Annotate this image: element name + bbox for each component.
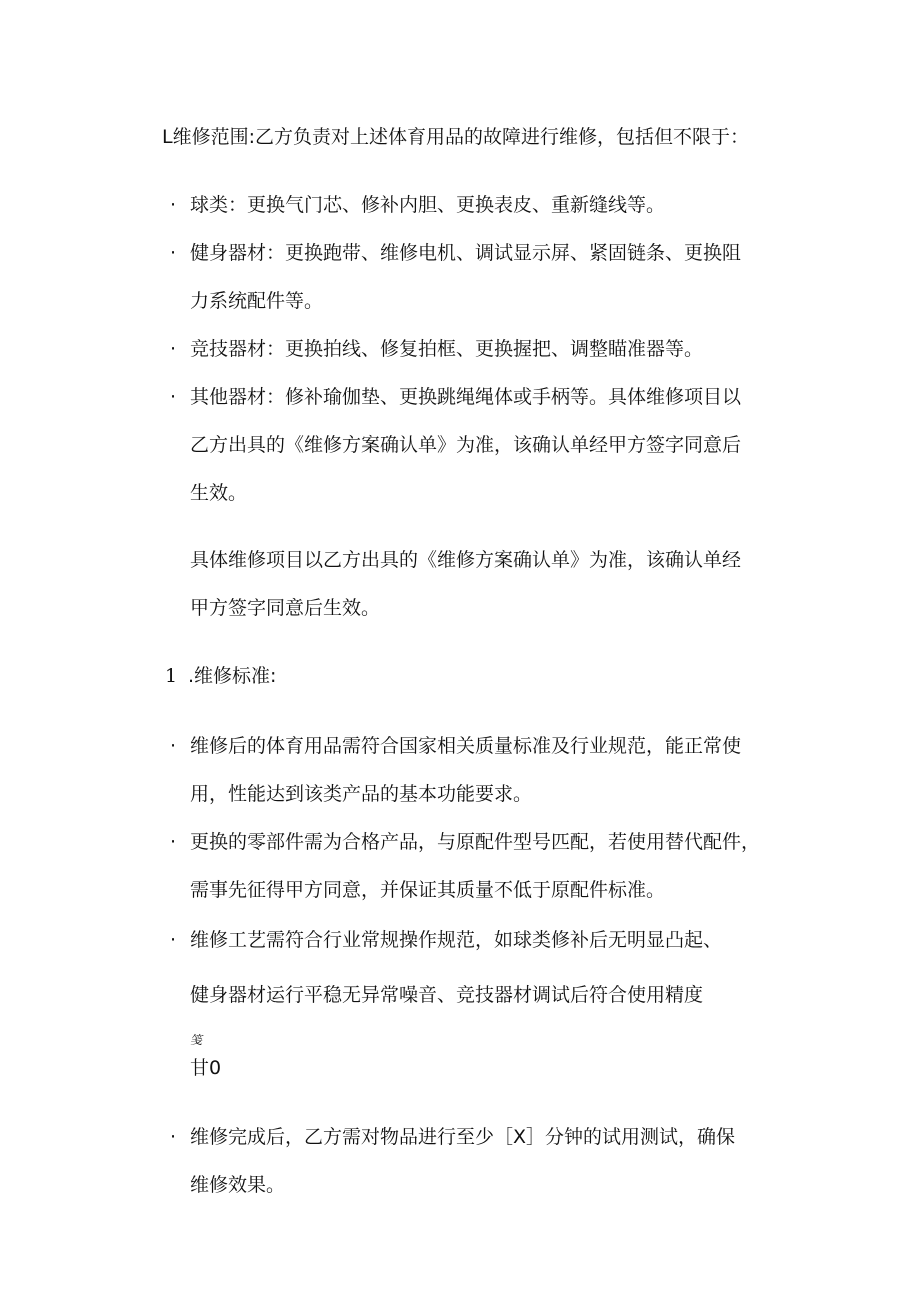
scope-item-other-line3: 生效。 — [190, 482, 248, 504]
bullet: · — [170, 242, 177, 264]
scope-item-balls: 球类：更换气门芯、修补内胆、更换表皮、重新缝线等。 — [190, 194, 666, 216]
standard-item3-line1: 维修工艺需符合行业常规操作规范，如球类修补后无明显凸起、 — [190, 929, 723, 951]
scope-item-other-line1: 其他器材：修补瑜伽垫、更换跳绳绳体或手柄等。具体维修项目以 — [190, 386, 742, 408]
standard-item2-line2: 需事先征得甲方同意，并保证其质量不低于原配件标准。 — [190, 879, 666, 901]
standard-item3-line2: 健身器材运行平稳无异常噪音、竞技器材调试后符合使用精度 — [190, 984, 704, 1006]
bullet: · — [170, 735, 177, 757]
scope-item-fitness-line1: 健身器材：更换跑带、维修电机、调试显示屏、紧固链条、更换阻 — [190, 242, 742, 264]
fragment-small: 笺 — [190, 1033, 203, 1047]
scope-item-fitness-line2: 力系统配件等。 — [190, 290, 324, 312]
fragment-large: 甘0 — [190, 1057, 222, 1079]
scope-item-other-line2: 乙方出具的《维修方案确认单》为准，该确认单经甲方签字同意后 — [190, 434, 742, 456]
bullet: · — [170, 338, 177, 360]
bullet: · — [170, 386, 177, 408]
bullet: · — [170, 1126, 177, 1148]
standard-item1-line1: 维修后的体育用品需符合国家相关质量标准及行业规范，能正常使 — [190, 735, 742, 757]
standard-item1-line2: 用，性能达到该类产品的基本功能要求。 — [190, 783, 533, 805]
final-item-line1: 维修完成后，乙方需对物品进行至少［X］分钟的试用测试，确保 — [190, 1126, 736, 1148]
scope-item-competition: 竞技器材：更换拍线、修复拍框、更换握把、调整瞄准器等。 — [190, 338, 704, 360]
bullet: · — [170, 194, 177, 216]
section2-number: 1 — [165, 665, 178, 687]
section1-heading: L维修范围:乙方负责对上述体育用品的故障进行维修，包括但不限于： — [162, 126, 749, 148]
note-line2: 甲方签字同意后生效。 — [190, 597, 381, 619]
note-line1: 具体维修项目以乙方出具的《维修方案确认单》为准，该确认单经 — [190, 549, 742, 571]
standard-item2-line1: 更换的零部件需为合格产品，与原配件型号匹配，若使用替代配件， — [190, 831, 761, 853]
bullet: · — [170, 929, 177, 951]
section2-heading: .维修标准: — [188, 665, 277, 687]
final-item-line2: 维修效果。 — [190, 1174, 286, 1196]
bullet: · — [170, 831, 177, 853]
